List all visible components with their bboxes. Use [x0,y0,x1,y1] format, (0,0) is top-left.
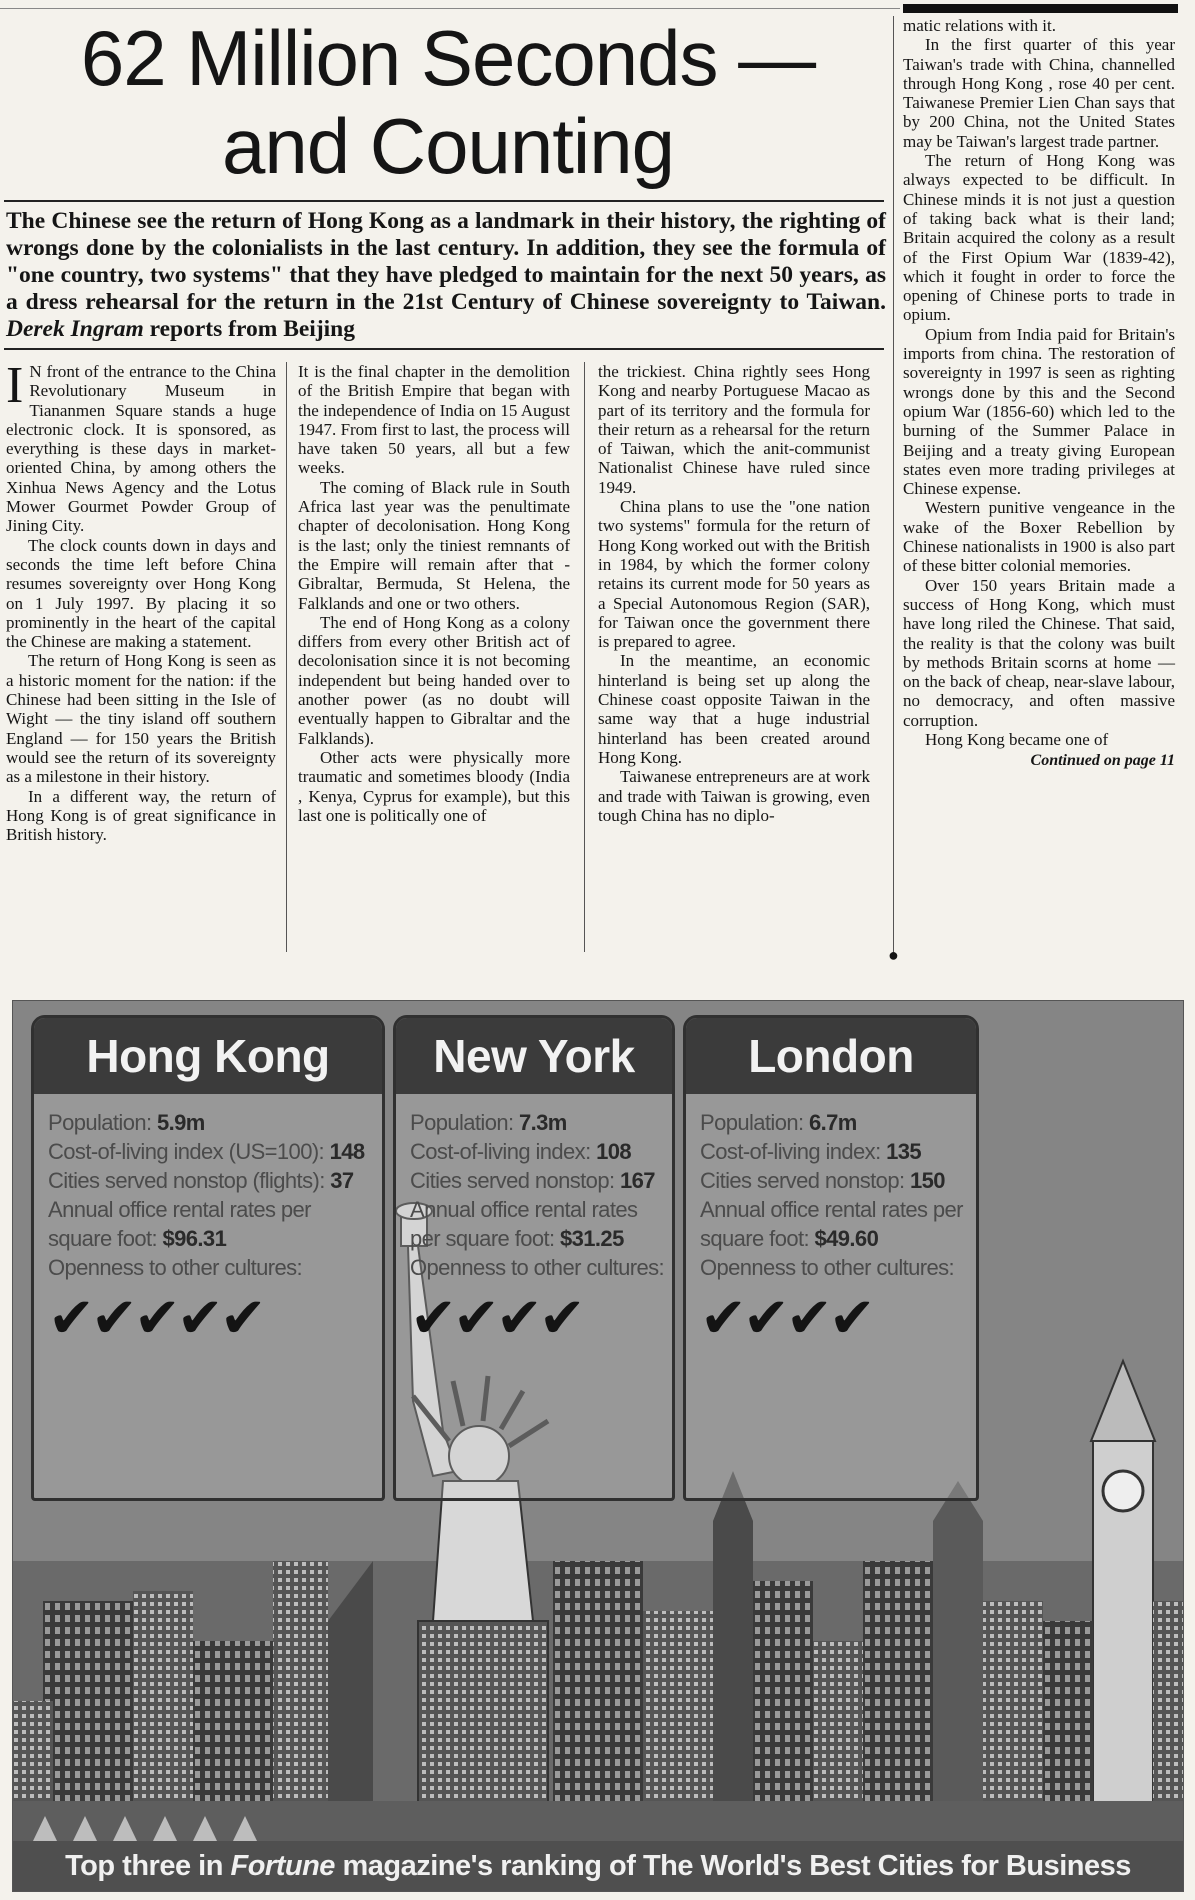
article-column-3 [598,362,870,825]
cost-of-living-value: 135 [886,1139,922,1164]
city-stats: Population: 6.7m Cost-of-living index: 135 Cities served nonstop: 150 Annual office rental rates per square foot: $49.60 Openness to other cultures: ✔✔✔✔ [700,1110,963,1349]
article-column-1 [6,357,276,845]
office-rent-value: $31.25 [560,1226,624,1251]
column-divider [893,16,894,952]
office-rent-value: $49.60 [814,1226,879,1251]
page-top-rule [0,0,900,9]
paragraph: Taiwanese entrepreneurs are at work and trade with Taiwan is growing, even tough China has no diplo- [598,767,870,825]
graphic-caption: Top three in Fortune magazine's ranking of The World's Best Cities for Business [13,1841,1183,1891]
article-column-2 [298,362,570,825]
population-value: 7.3m [519,1110,567,1135]
byline-name: Derek Ingram [6,316,144,342]
nonstop-cities-value: 150 [910,1168,945,1193]
paragraph: Over 150 years Britain made a success of Hong Kong, which must have long riled the Chinese. That said, the reality is that the colony was built by methods Britain scorns at home — on the back of cheap, near-slave labour, no democracy, and often massive corruption. [903,575,1175,730]
paragraph: I N front of the entrance to the China Revolutionary Museum in Tiananmen Square stands a huge electronic clock. It is sponsored, as everything is these days in market-oriented China, by among others the Xinhua News Agency and the Lotus Mower Gourmet Powder Group of Jining City. [6,357,276,536]
byline-rest: reports from Beijing [149,316,355,342]
openness-label: Openness to other cultures: [48,1255,303,1280]
paragraph: The return of Hong Kong was always expected to be difficult. In Chinese minds it is not just a question of taking back what is their land; Britain acquired the colony as a result of the First Opium War (1839-42), which it fought in order to force the opening of Chinese ports to trade in opium. [903,151,1175,325]
city-card-new-york [393,1015,675,1501]
paragraph: Opium from India paid for Britain's imports from china. The restoration of sovereignty in 1997 is seen as righting wrongs done by this and the Second opium War (1856-60) which led to the burning of the Summer Palace in Beijing and a treaty giving European states even more trading privileges at Chinese expense. [903,324,1175,499]
bullet-icon: ● [888,945,899,965]
headline [8,14,888,190]
standfirst-rule [4,348,884,350]
drop-cap: I [6,357,24,414]
column-divider [286,362,287,952]
paragraph: In the meantime, an economic hinterland is being set up along the Chinese coast opposite Taiwan in the same way that a huge industrial hinterland has been created around Hong Kong. [598,651,870,767]
standfirst-text: The Chinese see the return of Hong Kong as a landmark in their history, the righting of wrongs done by the colonialists in the last century. In addition, they see the formula of "one country, two systems" that they have pledged to maintain for the next 50 years, as a dress rehearsal for the return in the 21st Century of Chinese sovereignty to Taiwan. [6,208,886,315]
city-stats: Population: 5.9m Cost-of-living index (US=100): 148 Cities served nonstop (flights): 37 Annual office rental rates per square foot: $96.31 Openness to other cultures: ✔✔✔✔✔ [34,1094,382,1346]
paragraph: The return of Hong Kong is seen as a historic moment for the nation: if the Chinese had been sitting in the Isle of Wight — the tiny island off southern England — for 150 years the British would see the return of its sovereignty as a milestone in their history. [6,651,276,787]
column-top-bar [903,4,1178,13]
standfirst [6,208,886,343]
paragraph: The end of Hong Kong as a colony differs from every other British act of decolonisation since it is not becoming independent but being handed over to another power (as no doubt will eventually happen to Gibraltar and the Falklands). [298,612,570,748]
headline-line-2: and Counting [221,102,675,190]
openness-checkmark-icons: ✔✔✔✔ [700,1286,872,1349]
city-name: New York [396,1018,672,1094]
paragraph: Other acts were physically more traumatic and sometimes bloody (India , Kenya, Cyprus for example), but this last one is politically one of [298,747,570,825]
continued-note: Continued on page 11 [1030,752,1175,770]
column-divider [584,362,585,952]
openness-label: Openness to other cultures: [410,1255,665,1280]
city-card-london [683,1015,979,1501]
city-name: London [686,1018,976,1094]
openness-checkmark-icons: ✔✔✔✔✔ [48,1286,263,1349]
nonstop-cities-value: 37 [330,1168,354,1193]
paragraph: China plans to use the "one nation two systems" formula for the return of Hong Kong worked out with the British in 1984, by which the former colony retains its current mode for 50 years as a Special Autonomous Region (SAR), for Taiwan once the government there is prepared to agree. [598,497,870,652]
paragraph: The clock counts down in days and seconds the time left before China resumes sovereignty over Hong Kong on 1 July 1997. By placing it so prominently in the heart of the capital the Chinese are making a statement. [6,535,276,652]
city-name: Hong Kong [34,1018,382,1094]
openness-label: Openness to other cultures: [700,1255,955,1280]
paragraph: the trickiest. China rightly sees Hong Kong and nearby Portuguese Macao as part of its territory and the formula for their return as a rehearsal for the return of Taiwan, which the anit-communist Nationalist Chinese have ruled since 1949. [598,362,870,497]
article-column-4 [903,16,1175,771]
office-rent-value: $96.31 [162,1226,227,1251]
openness-checkmark-icons: ✔✔✔✔ [410,1286,582,1349]
cost-of-living-value: 148 [329,1139,365,1164]
population-value: 6.7m [809,1110,857,1135]
population-value: 5.9m [157,1110,205,1135]
paragraph: It is the final chapter in the demolition of the British Empire that began with the independence of India on 15 August 1947. From first to last, the process will have taken 50 years, all but a few weeks. [298,362,570,478]
city-stats: Population: 7.3m Cost-of-living index: 108 Cities served nonstop: 167 Annual office rental rates per square foot: $31.25 Openness to other cultures: ✔✔✔✔ [410,1110,665,1349]
cost-of-living-value: 108 [596,1139,632,1164]
paragraph: Western punitive vengeance in the wake of the Boxer Rebellion by Chinese nationalists in 1900 is also part of these bitter colonial memories. [903,498,1175,576]
headline-rule [4,200,884,202]
paragraph: Hong Kong became one of [925,729,1109,749]
paragraph: The coming of Black rule in South Africa last year was the penultimate chapter of decolonisation. Hong Kong is the last; only the tiniest remnants of the Empire will remain after that - Gibraltar, Bermuda, St Helena, the Falklands and one or two others. [298,477,570,613]
headline-line-1: 62 Million Seconds — [80,14,816,102]
nonstop-cities-value: 167 [620,1168,655,1193]
paragraph: matic relations with it. [903,16,1056,35]
paragraph: In a different way, the return of Hong Kong is of great significance in British history. [6,786,276,845]
fortune-title: Fortune [230,1850,335,1882]
paragraph: In the first quarter of this year Taiwan's trade with China, channelled through Hong Kong , rose 40 per cent. Taiwanese Premier Lien Chan says that by 200 China, not the United States may be Taiwan's largest trade partner. [903,35,1175,151]
city-comparison-graphic [12,1000,1184,1892]
city-card-hong-kong [31,1015,385,1501]
